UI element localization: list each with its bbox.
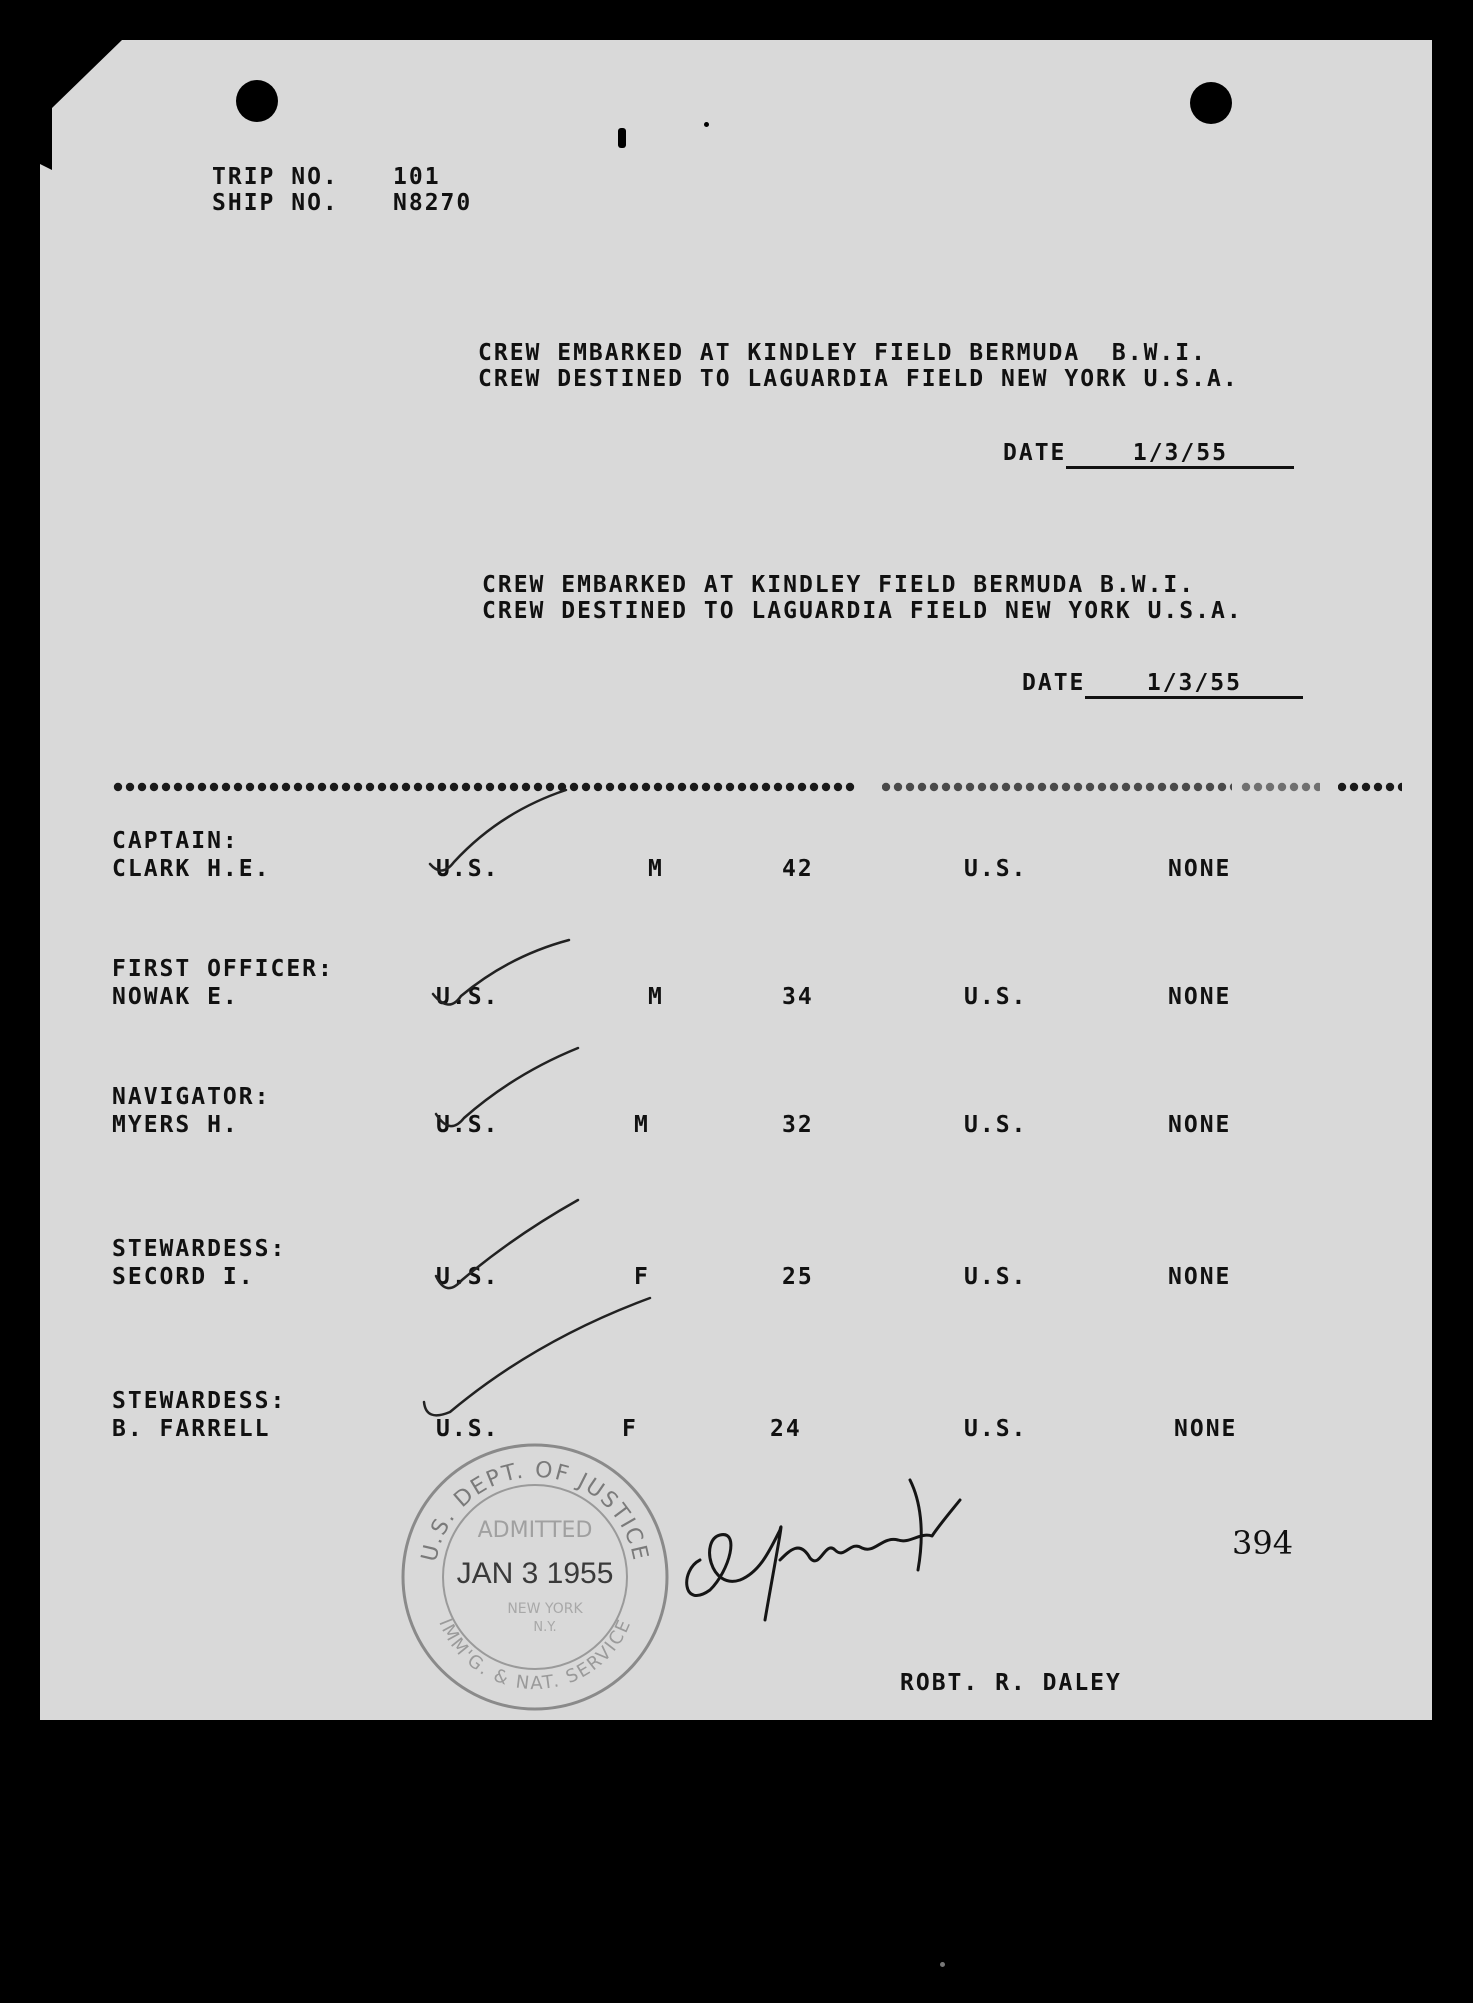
crew-sex: M: [648, 984, 664, 1010]
check-mark: [425, 936, 585, 1016]
stamp-ring-text: U.S. DEPT. OF JUSTICE: [417, 1457, 653, 1565]
check-mark: [428, 1194, 588, 1304]
date-label: DATE: [1003, 440, 1067, 466]
crew-sex: F: [634, 1264, 650, 1290]
crew-remarks: NONE: [1174, 1416, 1238, 1442]
crew-name: B. FARRELL: [112, 1416, 271, 1442]
crew-name: MYERS H.: [112, 1112, 239, 1138]
crew-remarks: NONE: [1168, 1264, 1232, 1290]
check-mark: [416, 1290, 656, 1430]
crew-citizenship: U.S.: [964, 1264, 1028, 1290]
date-field: [1003, 440, 1294, 469]
check-mark: [428, 1044, 588, 1144]
destined-line: CREW DESTINED TO LAGUARDIA FIELD NEW YORK U.S.A.: [482, 598, 1243, 624]
date-label: DATE: [1022, 670, 1086, 696]
crew-citizenship: U.S.: [964, 1112, 1028, 1138]
crew-age: 32: [782, 1112, 814, 1138]
date-field: [1022, 670, 1303, 699]
inspector-signature: [670, 1440, 990, 1640]
crew-age: 34: [782, 984, 814, 1010]
crew-row: [0, 828, 1473, 888]
destined-line: CREW DESTINED TO LAGUARDIA FIELD NEW YORK U.S.A.: [478, 366, 1239, 392]
punch-hole-left: [236, 80, 278, 122]
crew-age: 24: [770, 1416, 802, 1442]
crew-sex: F: [622, 1416, 638, 1442]
signer-name: ROBT. R. DALEY: [900, 1670, 1122, 1696]
check-mark: [420, 782, 580, 882]
trip-number-label: TRIP NO.: [212, 164, 339, 190]
stamp-place: NEW YORK: [507, 1601, 583, 1617]
page-number: 394: [1232, 1524, 1294, 1562]
crew-nationality: U.S.: [436, 984, 500, 1010]
crew-remarks: NONE: [1168, 1112, 1232, 1138]
ship-number-label: SHIP NO.: [212, 190, 339, 216]
scan-speck: [940, 1962, 945, 1967]
crew-citizenship: U.S.: [964, 1416, 1028, 1442]
crew-name: SECORD I.: [112, 1264, 255, 1290]
crew-sex: M: [634, 1112, 650, 1138]
paper-speck: [618, 128, 626, 148]
crew-age: 25: [782, 1264, 814, 1290]
crew-row: [0, 956, 1473, 1016]
immigration-stamp: [395, 1437, 675, 1717]
punch-hole-right: [1190, 82, 1232, 124]
stamp-bottom-text: IMM'G. & NAT. SERVICE: [434, 1615, 636, 1695]
paper-speck: [704, 122, 709, 127]
ship-number-value: N8270: [393, 190, 473, 216]
crew-title: CAPTAIN:: [112, 828, 239, 854]
trip-number-value: 101: [393, 164, 441, 190]
dotted-divider: [112, 780, 1402, 794]
date-value: 1/3/55: [1066, 440, 1294, 469]
crew-name: NOWAK E.: [112, 984, 239, 1010]
crew-nationality: U.S.: [436, 1264, 500, 1290]
crew-remarks: NONE: [1168, 856, 1232, 882]
date-value: 1/3/55: [1085, 670, 1303, 699]
crew-name: CLARK H.E.: [112, 856, 271, 882]
crew-citizenship: U.S.: [964, 984, 1028, 1010]
stamp-state: N.Y.: [533, 1620, 557, 1635]
crew-title: NAVIGATOR:: [112, 1084, 271, 1110]
crew-title: STEWARDESS:: [112, 1388, 287, 1414]
crew-title: STEWARDESS:: [112, 1236, 287, 1262]
crew-nationality: U.S.: [436, 1112, 500, 1138]
crew-age: 42: [782, 856, 814, 882]
stamp-status: ADMITTED: [477, 1518, 593, 1543]
crew-nationality: U.S.: [436, 856, 500, 882]
crew-row: [0, 1388, 1473, 1448]
embarked-line: CREW EMBARKED AT KINDLEY FIELD BERMUDA B.W.I.: [478, 340, 1207, 366]
crew-title: FIRST OFFICER:: [112, 956, 334, 982]
embarked-line: CREW EMBARKED AT KINDLEY FIELD BERMUDA B.W.I.: [482, 572, 1196, 598]
crew-row: [0, 1236, 1473, 1296]
stamp-date: JAN 3 1955: [456, 1557, 614, 1590]
crew-sex: M: [648, 856, 664, 882]
crew-citizenship: U.S.: [964, 856, 1028, 882]
crew-remarks: NONE: [1168, 984, 1232, 1010]
crew-row: [0, 1084, 1473, 1144]
crew-nationality: U.S.: [436, 1416, 500, 1442]
